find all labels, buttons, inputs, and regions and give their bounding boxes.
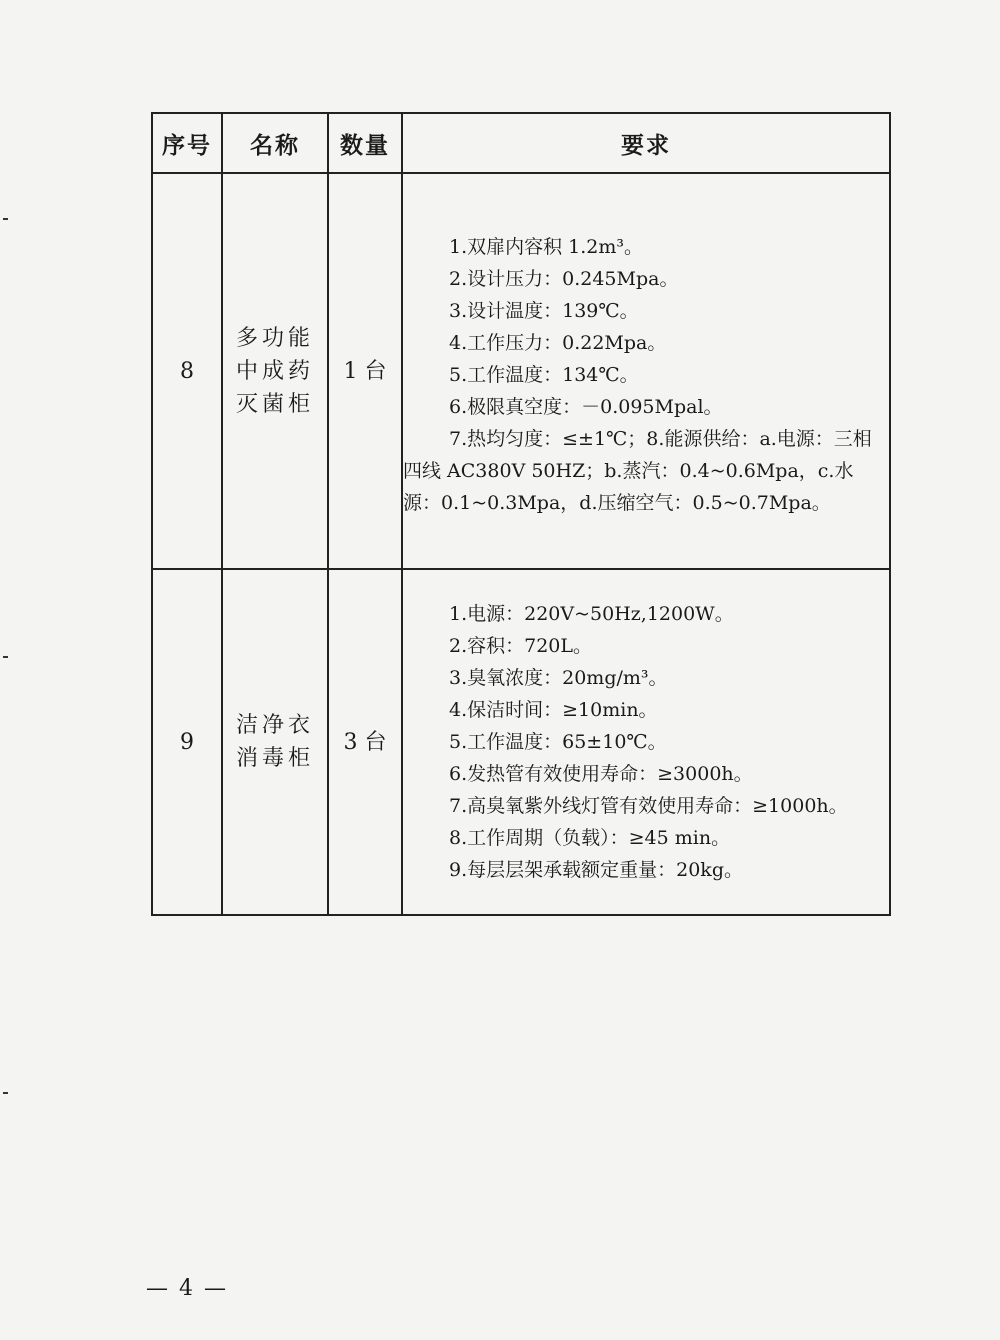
item-name (222, 173, 328, 569)
table-header-row (152, 113, 890, 173)
requirement-line: 4.保洁时间：≥10min。 (449, 699, 658, 721)
scan-mark (3, 218, 8, 220)
table-row (152, 173, 890, 569)
requirement-line: 5.工作温度：65±10℃。 (449, 731, 667, 753)
header-requirements: 要求 (402, 113, 890, 173)
requirement-line: 6.发热管有效使用寿命：≥3000h。 (449, 763, 753, 785)
requirement-line: 2.容积：720L。 (449, 635, 593, 657)
requirement-line: 4.工作压力：0.22Mpa。 (449, 332, 667, 354)
requirement-line: 8.工作周期（负载）：≥45 min。 (449, 827, 731, 849)
requirement-line: 9.每层层架承载额定重量：20kg。 (449, 859, 743, 881)
item-name (222, 569, 328, 915)
requirement-line: 2.设计压力：0.245Mpa。 (449, 268, 679, 290)
header-name: 名称 (222, 113, 328, 173)
requirement-line: 1.双扉内容积 1.2m³。 (449, 236, 644, 258)
scan-mark (3, 1092, 8, 1094)
item-name-text: 多功能中成药灭菌柜 (235, 325, 314, 417)
scan-mark (3, 656, 8, 658)
item-quantity: 1 台 (328, 173, 402, 569)
header-qty: 数量 (328, 113, 402, 173)
row-number: 8 (152, 173, 222, 569)
requirement-line: 5.工作温度：134℃。 (449, 364, 639, 386)
requirement-line: 1.电源：220V~50Hz,1200W。 (449, 603, 734, 625)
requirement-line: 6.极限真空度：－0.095Mpal。 (449, 396, 723, 418)
requirement-line: 3.臭氧浓度：20mg/m³。 (449, 667, 668, 689)
table-row (152, 569, 890, 915)
requirement-line: 7.高臭氧紫外线灯管有效使用寿命：≥1000h。 (449, 795, 848, 817)
header-no: 序号 (152, 113, 222, 173)
page-number: — 4 — (146, 1276, 228, 1301)
requirement-line: 7.热均匀度：≤±1℃；8.能源供给：a.电源：三相四线 AC380V 50HZ；b.蒸汽：0.4~0.6Mpa，c.水源：0.1~0.3Mpa，d.压缩空气：0.5~0.7Mpa。 (403, 428, 872, 514)
item-quantity: 3 台 (328, 569, 402, 915)
item-name-text: 洁净衣消毒柜 (235, 713, 314, 771)
item-requirements (402, 569, 890, 915)
item-requirements (402, 173, 890, 569)
requirement-line: 3.设计温度：139℃。 (449, 300, 639, 322)
row-number: 9 (152, 569, 222, 915)
equipment-spec-table (151, 112, 891, 916)
